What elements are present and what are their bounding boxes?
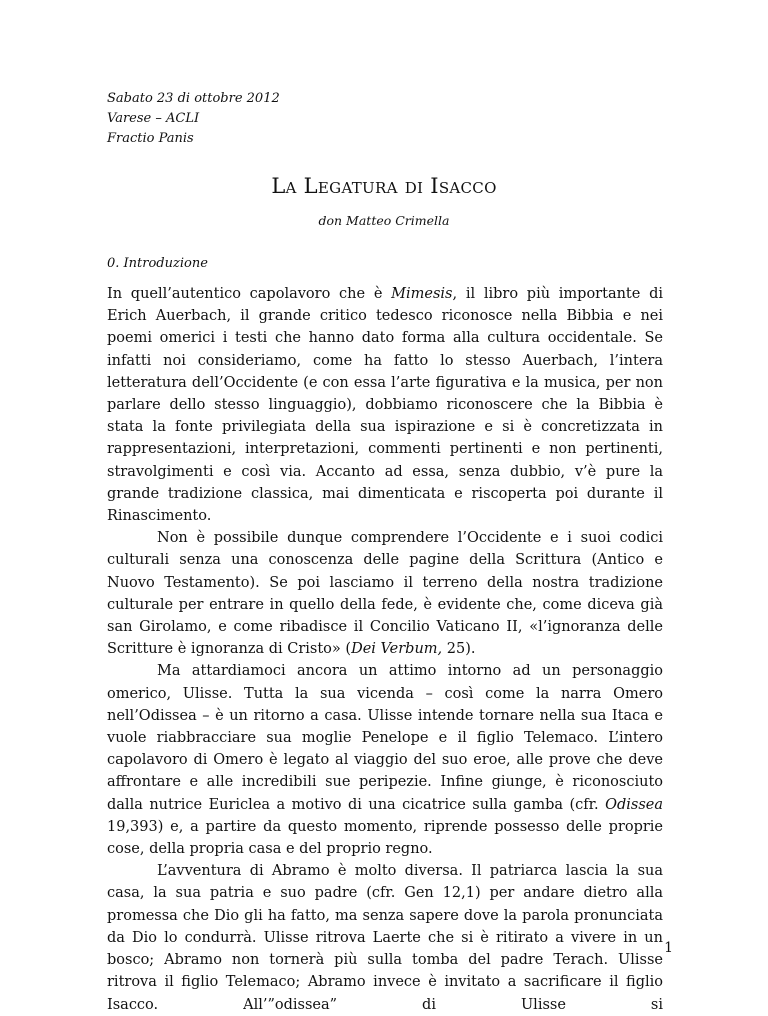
citation-odissea: Odissea [605, 796, 663, 813]
paragraph-3: Ma attardiamoci ancora un attimo intorno ad un personaggio omerico, Ulisse. Tutta la sua vicenda – così come la narra Omero nell’Odissea – è un ritorno a casa. Ulisse intende tornare nella sua Itaca e vuole riabbracciare sua moglie Penelope e il figlio Telemaco. L’intero capolavoro di Omero è legato al viaggio del suo eroe, alle prove che deve affrontare e alle incredibili sue peripezie. Infine giunge, è riconosciuto dalla nutrice Euriclea a motivo di una cicatrice sulla gamba (cfr. Odissea 19,393) e, a partire da questo momento, riprende possesso delle proprie cose, della propria casa e del proprio regno. [107, 663, 663, 858]
page-number: 1 [664, 940, 673, 956]
section-heading: 0. Introduzione [107, 256, 208, 271]
book-title-mimesis: Mimesis [391, 286, 453, 302]
header-place: Varese – ACLI [107, 111, 200, 126]
header-event: Fractio Panis [107, 131, 194, 146]
header-date: Sabato 23 di ottobre 2012 [107, 91, 280, 106]
paragraph-2: Non è possibile dunque comprendere l’Occidente e i suoi codici culturali senza una conoscenza delle pagine della Scrittura (Antico e Nuovo Testamento). Se poi lasciamo il terreno della nostra tradizione culturale per entrare in quello della fede, è evidente che, come diceva già san Girolamo, e come ribadisce il Concilio Vaticano II, «l’ignoranza delle Scritture è ignoranza di Cristo» (Dei Verbum, 25). [107, 530, 663, 658]
document-title: La Legatura di Isacco [271, 174, 497, 198]
paragraph-4: L’avventura di Abramo è molto diversa. Il patriarca lascia la sua casa, la sua patria e suo padre (cfr. Gen 12,1) per andare dietro alla promessa che Dio gli ha fatto, ma senza sapere dove la parola pronunciata da Dio lo condurrà. Ulisse ritrova Laerte che si è ritirato a vivere in un bosco; Abramo non tornerà più sulla tomba del padre Terach. Ulisse ritrova il figlio Telemaco; Abramo invece è invitato a sacrificare il figlio Isacco. All’”odissea” di Ulisse si [107, 863, 663, 1013]
body-text [107, 283, 663, 1016]
document-header [107, 89, 280, 149]
paragraph-1: In quell’autentico capolavoro che è Mimesis, il libro più importante di Erich Auerbach, il grande critico tedesco riconosce nella Bibbia e nei poemi omerici i testi che hanno dato forma alla cultura occidentale. Se infatti noi consideriamo, come ha fatto lo stesso Auerbach, l’intera letteratura dell’Occidente (e con essa l’arte figurativa e la musica, per non parlare dello stesso linguaggio), dobbiamo riconoscere che la Bibbia è stata la fonte privilegiata della sua ispirazione e si è concretizzata in rappresentazioni, interpretazioni, commenti pertinenti e non pertinenti, stravolgimenti e così via. Accanto ad essa, senza dubbio, v’è pure la grande tradizione classica, mai dimenticata e riscoperta poi durante il Rinascimento. [107, 286, 663, 525]
citation-dei-verbum: Dei Verbum, [351, 641, 443, 658]
author-line: don Matteo Crimella [318, 213, 450, 228]
